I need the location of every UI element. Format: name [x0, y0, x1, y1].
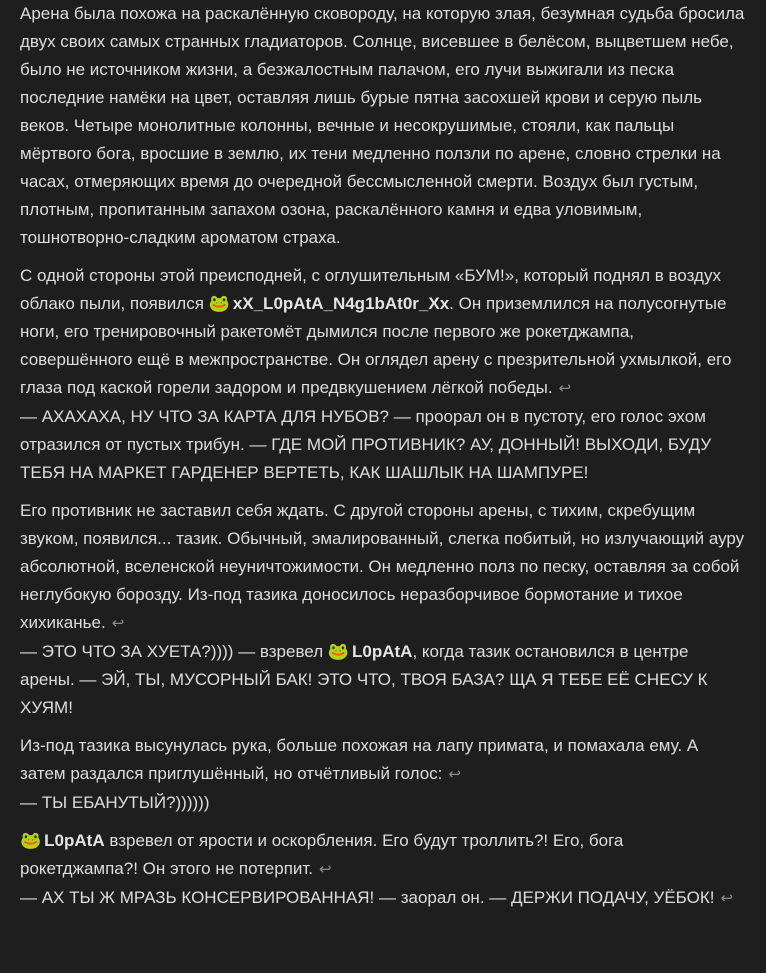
paragraph-text: Арена была похожа на раскалённую сковороду, на которую злая, безумная судьба бросила двух своих самых странных гладиаторов. Солнце, висевшее в белёсом, выцветшем небе, было не источником жизни, а безжалостным палачом, его лучи выжигали из песка последние намёки на цвет, оставляя лишь бурые пятна засохшей крови и серую пыль веков. Четыре монолитные колонны, вечные и несокрушимые, стояли, как пальцы мёртвого бога, вросшие в землю, их тени медленно ползли по арене, словно стрелки на часах, отмеряющих время до очередной бессмысленной смерти. Воздух был густым, плотным, пропитанным запахом озона, раскалённого камня и едва уловимым, тошнотворно-сладким ароматом страха.	[20, 4, 745, 247]
frog-icon: 🐸	[327, 642, 350, 661]
paragraph-arena	[20, 0, 746, 252]
paragraph-text: С одной стороны этой преисподней, с оглушительным «БУМ!», который поднял в воздух облако пыли, появился	[20, 266, 721, 313]
paragraph-lopata-arrival	[20, 262, 746, 487]
dialogue-line: — ЭТО ЧТО ЗА ХУЕТА?)))) — взревел	[20, 642, 328, 661]
return-icon: ↩	[558, 380, 572, 397]
user-mention[interactable]	[20, 831, 105, 850]
return-icon: ↩	[448, 766, 461, 783]
paragraph-text: Из-под тазика высунулась рука, больше похожая на лапу примата, и помахала ему. А затем раздался приглушённый, но отчётливый голос:	[20, 736, 699, 783]
paragraph-text: Его противник не заставил себя ждать. С другой стороны арены, с тихим, скребущим звуком, появился... тазик. Обычный, эмалированный, слегка побитый, но излучающий ауру абсолютной, вселенской неуничтожимости. Он медленно полз по песку, оставляя за собой неглубокую борозду. Из-под тазика доносилось неразборчивое бормотание и тихое хихиканье.	[20, 501, 745, 632]
dialogue-line: , когда тазик остановился в центре арены. — ЭЙ, ТЫ, МУСОРНЫЙ БАК! ЭТО ЧТО, ТВОЯ БАЗА? ЩА Я ТЕБЕ ЕЁ СНЕСУ К ХУЯМ!	[20, 642, 708, 717]
paragraph-rage	[20, 827, 746, 913]
paragraph-hand-wave	[20, 732, 746, 817]
return-icon: ↩	[720, 890, 734, 907]
paragraph-text: . Он приземлился на полусогнутые ноги, его тренировочный ракетомёт дымился после первого же рокетджампа, совершённого ещё в межпространстве. Он оглядел арену с презрительной ухмылкой, его глаза под каской горели задором и предвкушением лёгкой победы.	[20, 294, 732, 397]
frog-icon: 🐸	[208, 294, 230, 313]
dialogue-line: — АХАХАХА, НУ ЧТО ЗА КАРТА ДЛЯ НУБОВ? — проорал он в пустоту, его голос эхом отразился от пустых трибун. — ГДЕ МОЙ ПРОТИВНИК? АУ, ДОННЫЙ! ВЫХОДИ, БУДУ ТЕБЯ НА МАРКЕТ ГАРДЕНЕР ВЕРТЕТЬ, КАК ШАШЛЫК НА ШАМПУРЕ!	[20, 407, 712, 482]
user-mention[interactable]	[328, 642, 413, 661]
return-icon: ↩	[319, 861, 332, 878]
frog-icon: 🐸	[20, 831, 42, 850]
dialogue-line: — ТЫ ЕБАНУТЫЙ?))))))	[20, 793, 210, 812]
paragraph-basin-arrival	[20, 497, 746, 722]
user-mention[interactable]	[209, 294, 450, 313]
mention-name: L0pAtA	[44, 831, 105, 850]
mention-name: xX_L0pAtA_N4g1bAt0r_Xx	[232, 294, 450, 313]
return-icon: ↩	[111, 615, 125, 632]
story-document	[20, 0, 746, 913]
paragraph-text: взревел от ярости и оскорбления. Его будут троллить?! Его, бога рокетджампа?! Он этого не потерпит.	[20, 831, 624, 878]
mention-name: L0pAtA	[352, 642, 413, 661]
dialogue-line: — АХ ТЫ Ж МРАЗЬ КОНСЕРВИРОВАННАЯ! — заорал он. — ДЕРЖИ ПОДАЧУ, УЁБОК!	[20, 888, 715, 907]
